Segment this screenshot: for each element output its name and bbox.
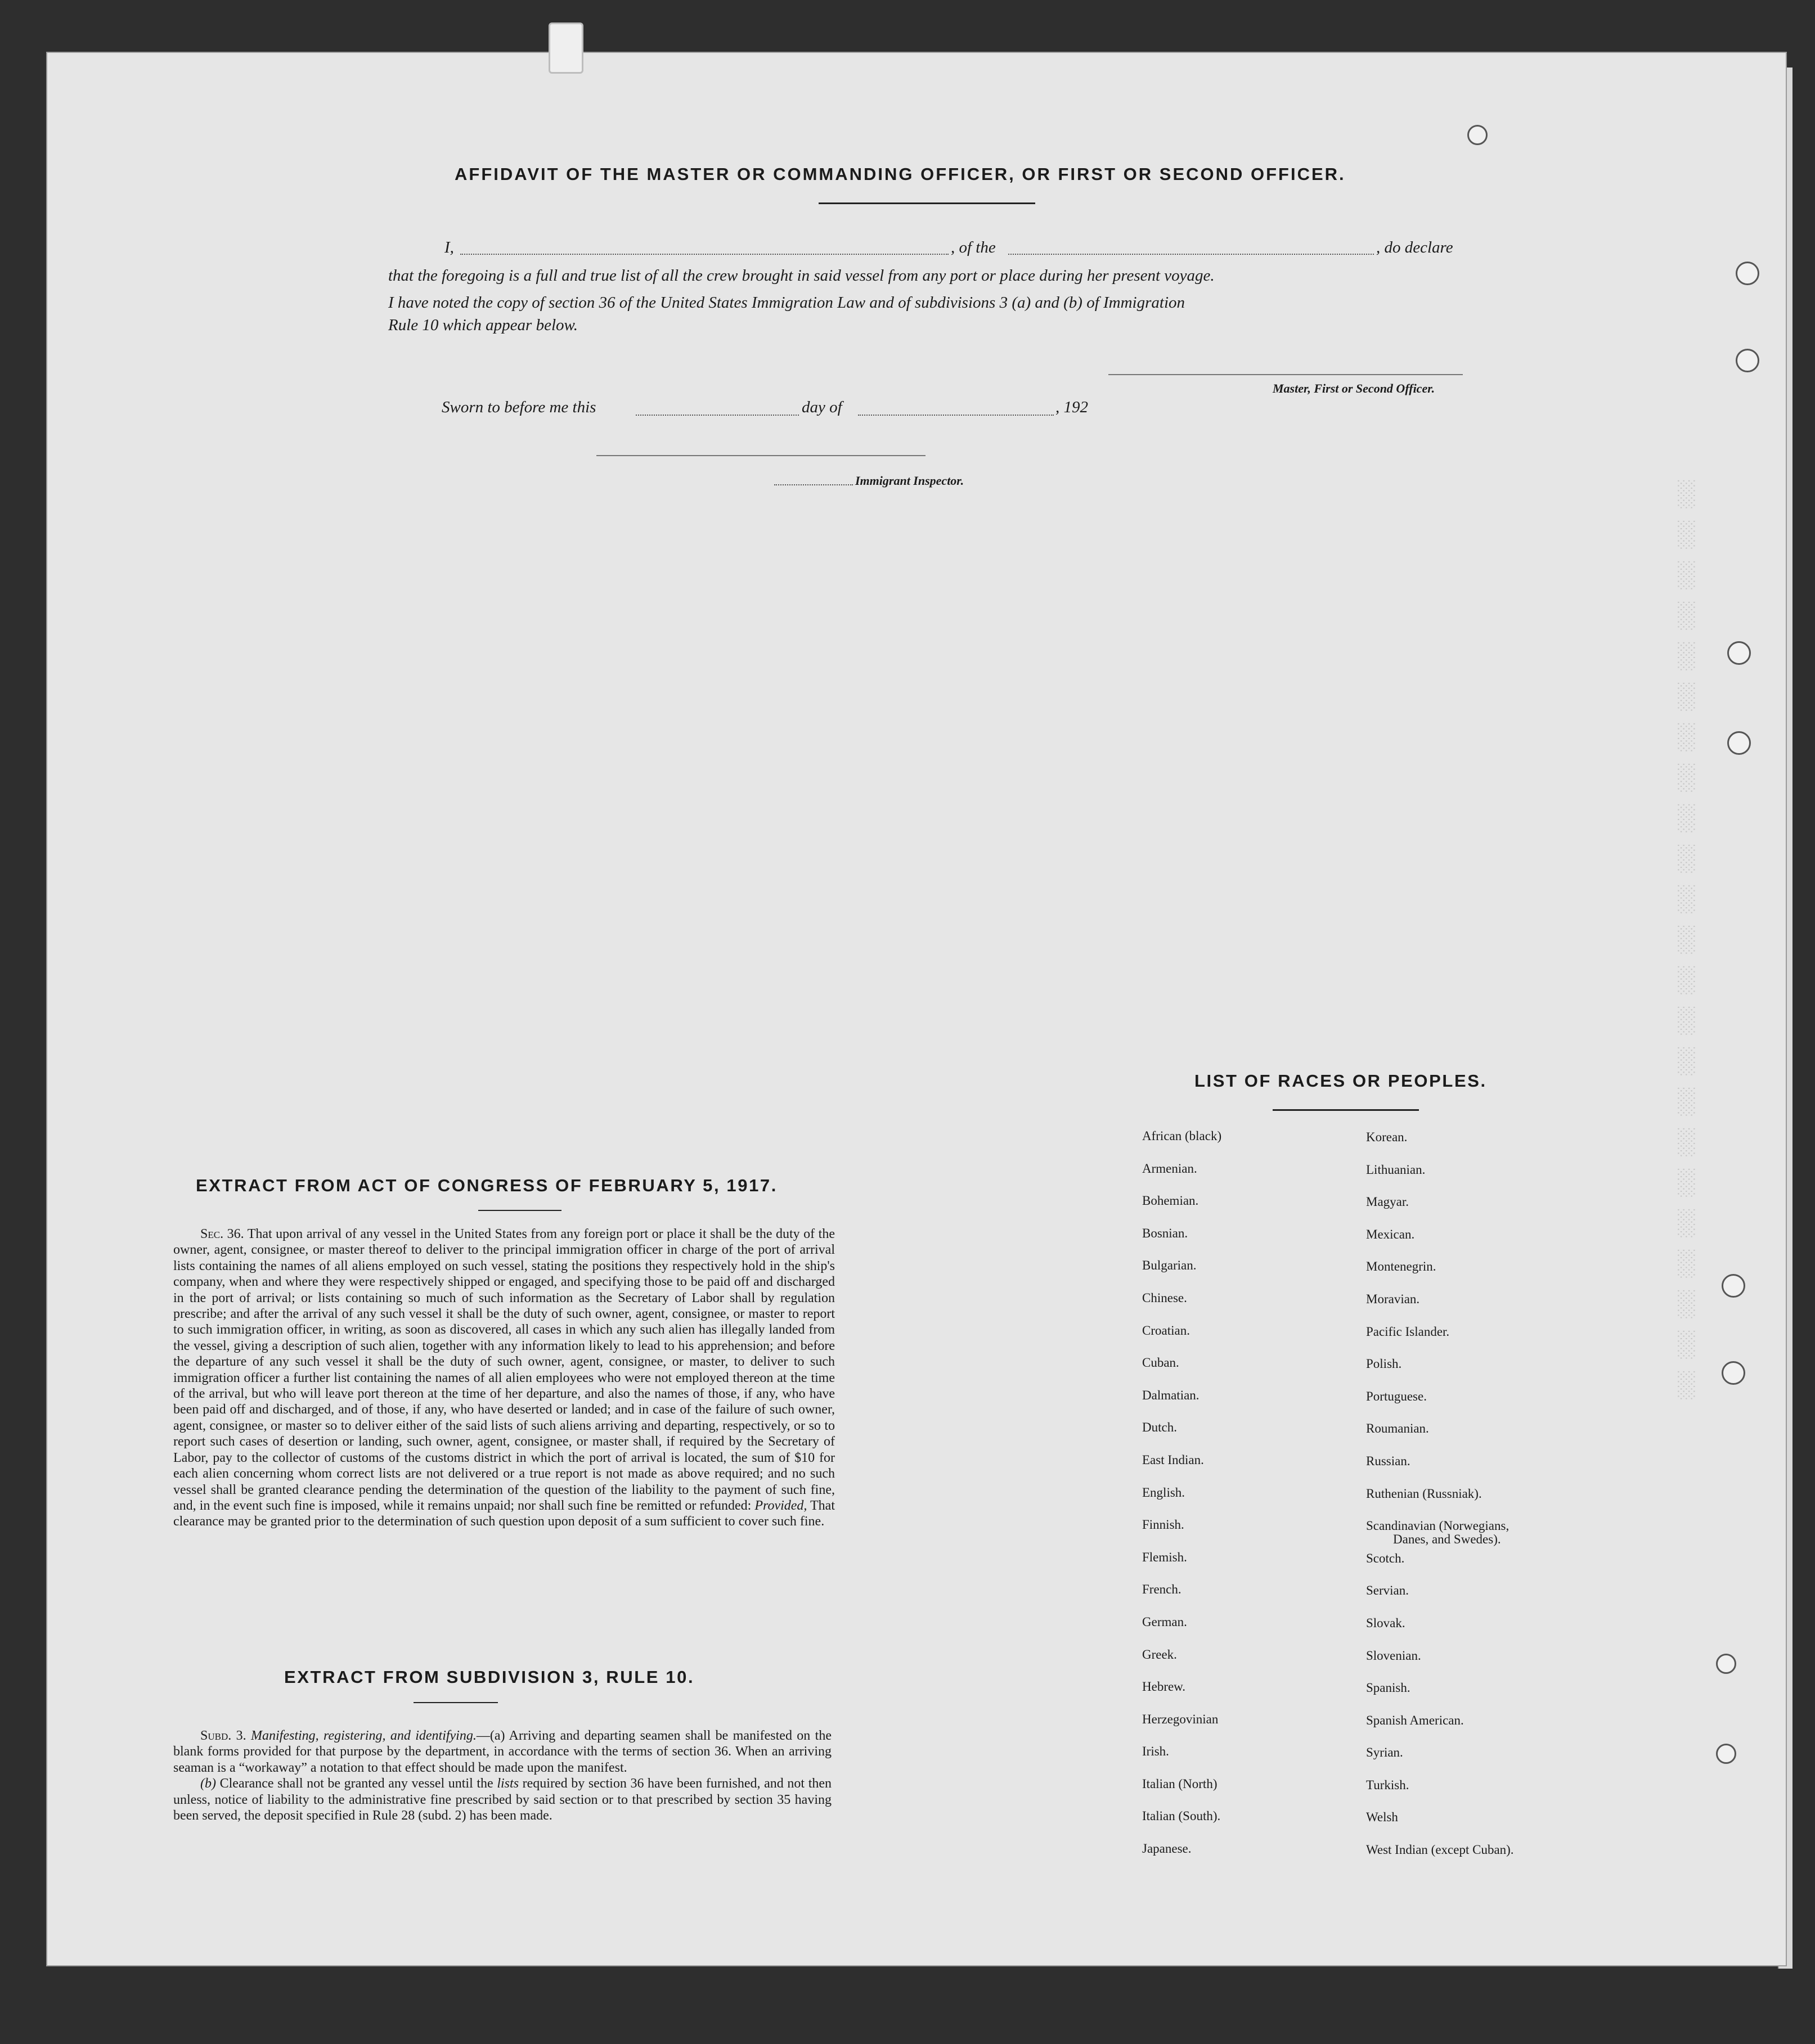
- race-item: Japanese.: [1142, 1842, 1192, 1856]
- race-item: East Indian.: [1142, 1452, 1204, 1467]
- race-item: Turkish.: [1366, 1777, 1409, 1792]
- punch-hole: [1727, 731, 1751, 755]
- race-item: Italian (South).: [1142, 1809, 1221, 1824]
- para-b-text-1: Clearance shall not be granted any vessel until the: [219, 1776, 493, 1791]
- race-item: Pacific Islander.: [1366, 1324, 1450, 1339]
- race-item: Croatian.: [1142, 1323, 1190, 1338]
- race-item: Roumanian.: [1366, 1421, 1429, 1436]
- subdivision-heading: Manifesting, registering, and identifying.: [251, 1728, 477, 1743]
- binding-tab: [549, 22, 583, 74]
- races-left-column: [1142, 1129, 1221, 1875]
- para-b-lists: lists: [497, 1776, 519, 1791]
- section-label: Sec. 36.: [200, 1227, 244, 1241]
- punch-hole: [1722, 1274, 1745, 1298]
- sworn-month-field[interactable]: [858, 414, 1054, 416]
- act-title-underline: [478, 1210, 561, 1211]
- race-item: African (black): [1142, 1129, 1222, 1143]
- affidavit-line-3: I have noted the copy of section 36 of the United States Immigration Law and of subdivisions 3 (a) and (b) of Immigration: [388, 294, 1185, 312]
- race-item: Finnish.: [1142, 1518, 1184, 1532]
- para-b-marker: (b): [200, 1776, 216, 1791]
- race-item: Flemish.: [1142, 1550, 1187, 1564]
- race-item: Welsh: [1366, 1810, 1398, 1825]
- master-signature-label: Master, First or Second Officer.: [1273, 381, 1435, 395]
- of-the-label: , of the: [951, 238, 996, 256]
- year-label: , 192: [1055, 398, 1088, 416]
- race-item: Moravian.: [1366, 1291, 1420, 1306]
- day-of-label: day of: [802, 398, 842, 416]
- punch-hole: [1467, 125, 1488, 145]
- punch-hole: [1736, 262, 1759, 285]
- declarant-prefix: I,: [444, 238, 454, 256]
- race-item: Ruthenian (Russniak).: [1366, 1486, 1482, 1501]
- rule-title-underline: [414, 1702, 498, 1703]
- do-declare-label: , do declare: [1376, 238, 1453, 256]
- race-item: Chinese.: [1142, 1290, 1187, 1305]
- race-item: Bohemian.: [1142, 1194, 1199, 1208]
- race-item: [1366, 1519, 1514, 1552]
- race-item: West Indian (except Cuban).: [1366, 1843, 1514, 1857]
- race-item: Hebrew.: [1142, 1680, 1186, 1694]
- races-title-underline: [1273, 1109, 1419, 1111]
- vessel-name-field[interactable]: [1008, 253, 1374, 255]
- race-item: Spanish American.: [1366, 1713, 1464, 1727]
- subdivision-3-text: [173, 1728, 832, 1824]
- affidavit-line-2: that the foregoing is a full and true list of all the crew brought in said vessel from any port or place during her present voyage.: [388, 267, 1215, 285]
- race-item: German.: [1142, 1614, 1187, 1629]
- inspector-signature-lead: [774, 484, 853, 485]
- race-item: Polish.: [1366, 1357, 1402, 1371]
- race-item: Armenian.: [1142, 1161, 1197, 1176]
- race-item: Mexican.: [1366, 1227, 1415, 1241]
- race-item: Korean.: [1366, 1130, 1408, 1144]
- punch-hole: [1736, 349, 1759, 372]
- inspector-signature-field[interactable]: [596, 454, 926, 456]
- race-item: French.: [1142, 1582, 1181, 1597]
- race-item: Montenegrin.: [1366, 1259, 1436, 1274]
- race-item: Magyar.: [1366, 1195, 1409, 1209]
- para-a-marker: —(a): [476, 1728, 505, 1743]
- race-item: English.: [1142, 1485, 1185, 1500]
- punch-hole: [1716, 1744, 1736, 1764]
- race-item: Servian.: [1366, 1583, 1409, 1598]
- title-underline: [819, 202, 1035, 204]
- race-item: Dutch.: [1142, 1420, 1177, 1435]
- section-36-text: [173, 1226, 835, 1530]
- race-item: Slovak.: [1366, 1615, 1405, 1630]
- para-b-text-2: required by section 36 have been furnished, and not then unless, notice of liability to the administrative fine prescribed by said section or to that prescribed by section 35 having been served, the deposit specified in Rule 28 (subd. 2) has been made.: [173, 1776, 832, 1824]
- race-item: Russian.: [1366, 1453, 1410, 1468]
- bleed-through-text: ░ ░ ░ ░ ░ ░ ░ ░ ░ ░ ░ ░ ░ ░ ░ ░ ░ ░ ░ ░ ░ ░ ░: [1677, 478, 1699, 1398]
- race-item: Portuguese.: [1366, 1389, 1427, 1403]
- master-signature-field[interactable]: [1108, 373, 1463, 375]
- affidavit-title: AFFIDAVIT OF THE MASTER OR COMMANDING OFFICER, OR FIRST OR SECOND OFFICER.: [455, 164, 1346, 184]
- punch-hole: [1722, 1361, 1745, 1385]
- race-item: Herzegovinian: [1142, 1712, 1219, 1726]
- race-item: Scotch.: [1366, 1551, 1405, 1565]
- race-item-scandinavian-cont: Danes, and Swedes).: [1393, 1532, 1501, 1547]
- race-item: Italian (North): [1142, 1776, 1218, 1791]
- punch-hole: [1727, 641, 1751, 665]
- sworn-day-field[interactable]: [636, 414, 799, 416]
- race-item: Bulgarian.: [1142, 1258, 1197, 1273]
- race-item: Spanish.: [1366, 1681, 1410, 1695]
- declarant-name-field[interactable]: [460, 253, 949, 255]
- race-item: Syrian.: [1366, 1745, 1403, 1760]
- race-item: Bosnian.: [1142, 1226, 1188, 1240]
- sworn-label: Sworn to before me this: [442, 398, 596, 416]
- inspector-signature-label: Immigrant Inspector.: [855, 474, 964, 488]
- provided-term: Provided,: [754, 1498, 807, 1513]
- race-item: Dalmatian.: [1142, 1388, 1199, 1402]
- races-title: LIST OF RACES OR PEOPLES.: [1194, 1071, 1487, 1091]
- affidavit-line-4: Rule 10 which appear below.: [388, 316, 578, 334]
- subdivision-label: Subd. 3.: [200, 1728, 246, 1743]
- race-item: Cuban.: [1142, 1356, 1179, 1370]
- race-item: Lithuanian.: [1366, 1162, 1426, 1177]
- para-a-text: Arriving and departing seamen shall be manifested on the blank forms provided for that purpose by the department, in accordance with the terms of section 36. When an arriving seaman is a “workaway” a notation to that effect should be made upon the manifest.: [173, 1728, 832, 1775]
- rule-extract-title: EXTRACT FROM SUBDIVISION 3, RULE 10.: [284, 1667, 695, 1687]
- punch-hole: [1716, 1654, 1736, 1674]
- races-right-column: [1366, 1131, 1514, 1876]
- race-item: Slovenian.: [1366, 1648, 1421, 1663]
- race-item: Greek.: [1142, 1647, 1177, 1662]
- act-extract-title: EXTRACT FROM ACT OF CONGRESS OF FEBRUARY 5, 1917.: [196, 1176, 778, 1195]
- section-36-proviso: That clearance may be granted prior to the determination of such question upon deposit of a sum sufficient to cover such fine.: [173, 1498, 835, 1529]
- race-item-scandinavian: Scandinavian (Norwegians,: [1366, 1519, 1509, 1533]
- section-36-body: That upon arrival of any vessel in the United States from any foreign port or place it shall be the duty of the owner, agent, consignee, or master thereof to deliver to the principal immigration officer in charge of the port of arrival lists containing the names of all aliens employed on such vessel, stating the positions they respectively hold in the ship's company, when and where they were respectively shipped or engaged, and specifying those to be paid off and discharged in the port of arrival; or lists containing so much of such information as the Secretary of Labor shall by regulation prescribe; and after the arrival of any such vessel it shall be the duty of such owner, agent, consignee, or master to report to such immigration officer, in writing, as soon as discovered, all cases in which any such alien has illegally landed from the vessel, giving a description of such alien, together with any information likely to lead to his apprehension; and before the departure of any such vessel it shall be the duty of such owner, agent, consignee, or master, to deliver to such immigration officer a further list containing the names of all alien employees who were not employed thereon at the time of the arrival, but who will leave port thereon at the time of her departure, and also the names of those, if any, who have been paid off and discharged, and of those, if any, who have deserted or landed; and in case of the failure of such owner, agent, consignee, or master so to deliver either of the said lists of such aliens arriving and departing, respectively, or so to report such cases of desertion or landing, such owner, agent, consignee, or master shall, if required by the Secretary of Labor, pay to the collector of customs of the customs district in which the port of arrival is located, the sum of $10 for each alien concerning whom correct lists are not delivered or a true report is not made as above required; and no such vessel shall be granted clearance pending the determination of the question of the liability to the payment of such fine, and, in the event such fine is imposed, while it remains unpaid; nor shall such fine be remitted or refunded:: [173, 1227, 835, 1513]
- race-item: Irish.: [1142, 1744, 1169, 1759]
